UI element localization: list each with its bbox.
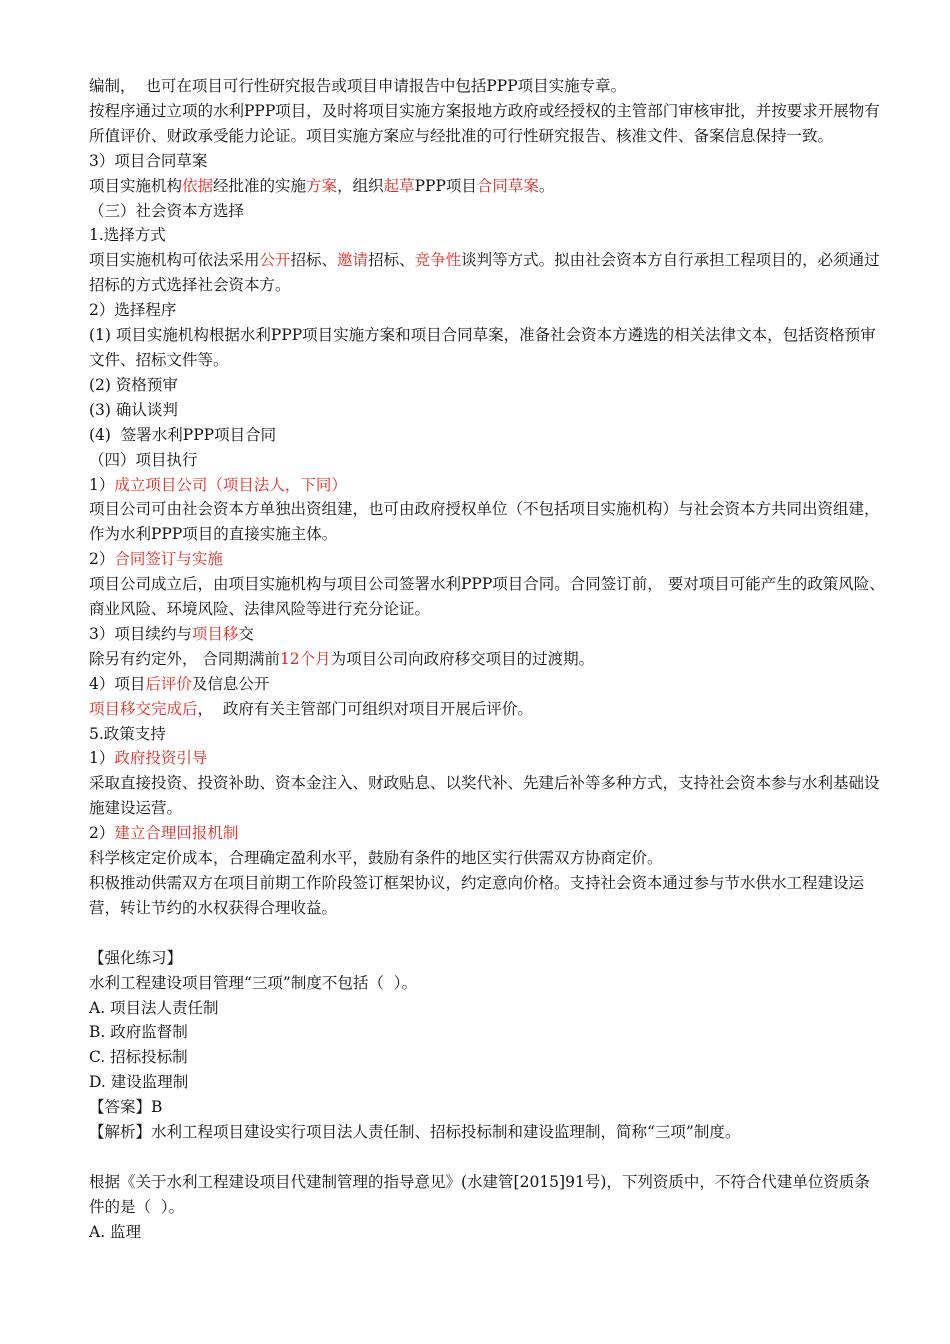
paragraph: [89, 622, 885, 647]
paragraph: [89, 1120, 885, 1145]
paragraph: [89, 1020, 885, 1045]
paragraph: [89, 697, 885, 722]
text-run: 项目实施机构可依法采用: [89, 251, 260, 270]
text-run: 1）: [89, 475, 115, 494]
text-run: 。: [538, 176, 555, 195]
text-run: 【答案】B: [89, 1098, 163, 1117]
text-run: (3) 确认谈判: [89, 400, 178, 419]
text-run: 5.政策支持: [89, 724, 166, 743]
text-run: 编制， 也可在项目可行性研究报告或项目申请报告中包括PPP项目实施专章。: [89, 77, 627, 95]
highlighted-text: 项目移交完成后: [89, 699, 198, 718]
paragraph: [89, 996, 885, 1021]
highlighted-text: 公开: [259, 251, 291, 270]
blank-line: [89, 1145, 885, 1170]
paragraph: [89, 1095, 885, 1120]
highlighted-text: 建立合理回报机制: [114, 824, 239, 843]
text-run: 招标、: [368, 251, 415, 270]
text-run: B. 政府监督制: [89, 1023, 188, 1042]
blank-line: [89, 921, 885, 946]
text-run: 4）项目: [89, 674, 146, 693]
paragraph: [89, 647, 885, 672]
paragraph: [89, 722, 885, 747]
highlighted-text: 后评价: [145, 674, 192, 693]
highlighted-text: 方案: [306, 176, 338, 195]
paragraph: [89, 423, 885, 448]
document-page: [89, 74, 885, 1245]
text-run: 项目公司可由社会资本方单独出资组建，也可由政府授权单位（不包括项目实施机构）与社会资本方共同出资组建，作为水利PPP项目的直接实施主体。: [89, 500, 880, 544]
highlighted-text: 12个月: [279, 649, 331, 668]
paragraph: [89, 572, 885, 622]
text-run: 2）选择程序: [89, 301, 177, 320]
highlighted-text: 依据: [182, 176, 214, 195]
text-run: 2）: [89, 824, 115, 843]
paragraph: [89, 1220, 885, 1245]
text-run: 科学核定定价成本，合理确定盈利水平，鼓励有条件的地区实行供需双方协商定价。: [89, 849, 663, 868]
paragraph: [89, 248, 885, 298]
paragraph: [89, 398, 885, 423]
text-run: (4) 签署水利PPP项目合同: [89, 425, 277, 444]
paragraph: [89, 174, 885, 199]
paragraph: [89, 871, 885, 921]
paragraph: [89, 846, 885, 871]
paragraph: [89, 448, 885, 473]
text-run: 经批准的实施: [213, 176, 307, 195]
paragraph: [89, 1170, 885, 1220]
paragraph: [89, 223, 885, 248]
text-run: 项目实施机构: [89, 176, 183, 195]
highlighted-text: 政府投资引导: [114, 749, 208, 768]
paragraph: [89, 971, 885, 996]
text-run: ，组织: [337, 176, 384, 195]
text-run: 【强化练习】: [89, 948, 183, 967]
text-run: 积极推动供需双方在项目前期工作阶段签订框架协议，约定意向价格。支持社会资本通过参与节水供水工程建设运营，转让节约的水权获得合理收益。: [89, 874, 865, 917]
paragraph: [89, 547, 885, 572]
text-run: 1.选择方式: [89, 226, 166, 245]
paragraph: [89, 99, 885, 149]
text-run: D. 建设监理制: [89, 1073, 189, 1092]
text-run: 根据《关于水利工程建设项目代建制管理的指导意见》(水建管[2015]91号)，下列资质中，不符合代建单位资质条件的是（ ）。: [89, 1172, 870, 1216]
paragraph: [89, 74, 885, 99]
text-run: 谈判等方式。拟由社会资本方自行承担工程项目的，必须通过招标的方式选择社会资本方。: [89, 251, 880, 295]
paragraph: [89, 672, 885, 697]
text-run: 交: [238, 624, 254, 643]
paragraph: [89, 323, 885, 373]
paragraph: [89, 821, 885, 846]
text-run: （三）社会资本方选择: [89, 201, 245, 220]
text-run: 1）: [89, 749, 115, 768]
paragraph: [89, 298, 885, 323]
highlighted-text: 起草: [383, 176, 415, 195]
paragraph: [89, 746, 885, 771]
paragraph: [89, 149, 885, 174]
text-run: C. 招标投标制: [89, 1048, 188, 1067]
text-run: 项目公司成立后，由项目实施机构与项目公司签署水利PPP项目合同。合同签订前， 要对项目可能产生的政策风险、商业风险、环境风险、法律风险等进行充分论证。: [89, 575, 885, 619]
text-run: 【解析】水利工程项目建设实行项目法人责任制、招标投标制和建设监理制，简称“三项”制度。: [89, 1123, 741, 1142]
text-run: (2) 资格预审: [89, 375, 178, 394]
highlighted-text: 项目移: [191, 624, 239, 643]
highlighted-text: 合同签订与实施: [114, 550, 223, 569]
paragraph: [89, 1070, 885, 1095]
paragraph: [89, 1045, 885, 1070]
text-run: 3）项目合同草案: [89, 151, 208, 170]
text-run: 及信息公开: [191, 674, 270, 693]
text-run: A. 监理: [89, 1222, 142, 1241]
text-run: A. 项目法人责任制: [89, 998, 219, 1017]
text-run: ， 政府有关主管部门可组织对项目开展后评价。: [197, 699, 533, 718]
highlighted-text: 合同草案: [476, 176, 539, 195]
highlighted-text: 邀请: [337, 251, 369, 270]
paragraph: [89, 497, 885, 547]
text-run: 2）: [89, 550, 115, 569]
highlighted-text: 成立项目公司（项目法人，下同）: [114, 475, 347, 494]
text-run: 除另有约定外， 合同期满前: [89, 649, 280, 668]
paragraph: [89, 771, 885, 821]
paragraph: [89, 473, 885, 498]
text-run: 招标、: [290, 251, 338, 270]
text-run: PPP项目: [414, 176, 477, 195]
text-run: 按程序通过立项的水利PPP项目，及时将项目实施方案报地方政府或经授权的主管部门审核审批，并按要求开展物有所值评价、财政承受能力论证。项目实施方案应与经批准的可行性研究报告、核准文件、备案信息保持一致。: [89, 101, 880, 145]
paragraph: [89, 199, 885, 224]
paragraph: [89, 373, 885, 398]
text-run: （四）项目执行: [89, 450, 198, 469]
text-run: (1) 项目实施机构根据水利PPP项目实施方案和项目合同草案，准备社会资本方遴选的相关法律文本，包括资格预审文件、招标文件等。: [89, 326, 876, 369]
highlighted-text: 竞争性: [414, 251, 462, 270]
text-run: 采取直接投资、投资补助、资本金注入、财政贴息、以奖代补、先建后补等多种方式，支持社会资本参与水利基础设施建设运营。: [89, 774, 880, 818]
text-run: 水利工程建设项目管理“三项”制度不包括（ ）。: [89, 973, 417, 992]
text-run: 3）项目续约与: [89, 624, 192, 643]
text-run: 为项目公司向政府移交项目的过渡期。: [330, 649, 595, 668]
paragraph: [89, 946, 885, 971]
